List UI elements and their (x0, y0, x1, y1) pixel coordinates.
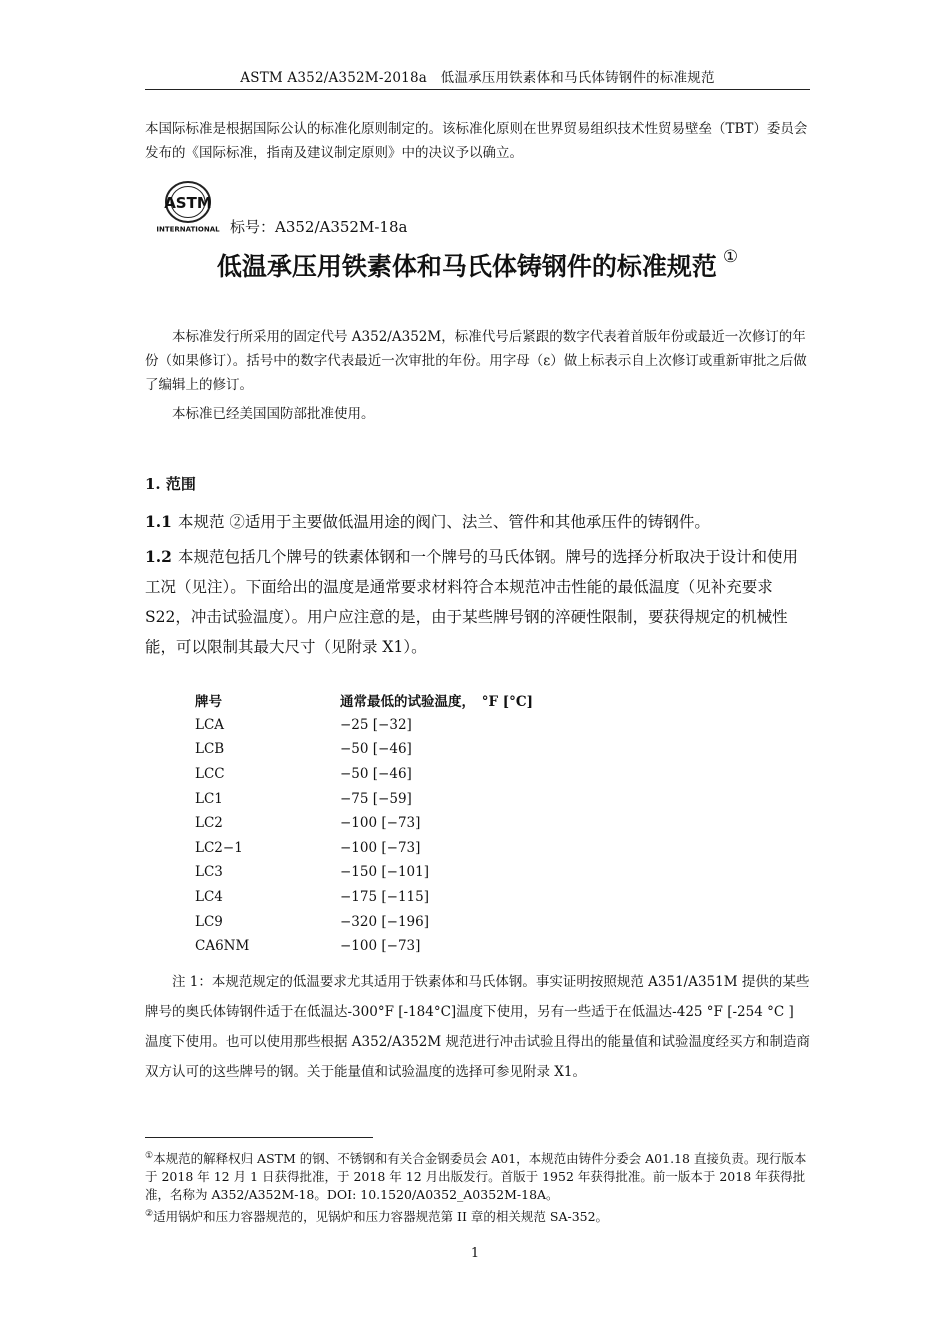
grade-cell: LCA (195, 716, 225, 733)
clause-number: 1.1 (145, 512, 172, 531)
logo-mark-text: ASTM (164, 194, 212, 212)
temperature-cell: −50 [−46] (340, 741, 412, 758)
grade-cell: LC2−1 (195, 839, 243, 856)
grade-cell: LC9 (195, 913, 223, 930)
header-divider (145, 89, 810, 90)
table-row (195, 737, 600, 762)
title-footnote-mark: ① (722, 246, 739, 267)
temperature-cell: −175 [−115] (340, 889, 429, 906)
temperature-cell: −100 [−73] (340, 938, 421, 955)
grade-cell: LC1 (195, 790, 223, 807)
grade-cell: LC4 (195, 889, 223, 906)
temperature-cell: −320 [−196] (340, 913, 429, 930)
table-row (195, 786, 600, 811)
clause-1-2 (145, 542, 810, 662)
temperature-cell: −25 [−32] (340, 716, 412, 733)
logo-sub-text: INTERNATIONAL (156, 225, 220, 234)
designation-explanation-paragraph: 本标准发行所采用的固定代号 A352/A352M，标准代号后紧跟的数字代表着首版年份或最近一次修订的年份（如果修订）。括号中的数字代表最近一次审批的年份。用字母（ε）做上标表示自上次修订或重新审批之后做了编辑上的修订。 (145, 329, 807, 393)
table-row (195, 762, 600, 787)
temperature-cell: −75 [−59] (340, 790, 412, 807)
intro-paragraph: 本国际标准是根据国际公认的标准化原则制定的。该标准化原则在世界贸易组织技术性贸易壁垒（TBT）委员会发布的《国际标准，指南及建议制定原则》中的决议予以确立。 (145, 121, 808, 161)
clause-text: 本规范 ②适用于主要做低温用途的阀门、法兰、管件和其他承压件的铸钢件。 (177, 513, 710, 531)
footnote-divider (145, 1137, 373, 1138)
temperature-cell: −50 [−46] (340, 766, 412, 783)
footnote-mark: ② (145, 1209, 154, 1219)
grade-cell: LC2 (195, 815, 223, 832)
column-header-grade: 牌号 (195, 694, 222, 711)
clause-1-1 (145, 507, 810, 537)
title-text: 低温承压用铁素体和马氏体铸钢件的标准规范 (216, 252, 717, 281)
grade-cell: LC3 (195, 864, 223, 881)
table-row (195, 934, 600, 959)
table-row (195, 811, 600, 836)
clause-text: 本规范包括几个牌号的铁素体钢和一个牌号的马氏体钢。牌号的选择分析取决于设计和使用工况（见注）。下面给出的温度是通常要求材料符合本规范冲击性能的最低温度（见补充要求 S22，冲击试验温度）。用户应注意的是，由于某些牌号钢的淬硬性限制，要获得规定的机械性能，可以限制其最大尺寸（见附录 X1）。 (145, 548, 798, 656)
table-row (195, 860, 600, 885)
table-row (195, 909, 600, 934)
astm-logo (156, 178, 220, 234)
table-header-row (195, 688, 600, 713)
footnote-1 (145, 1147, 810, 1204)
grade-temperature-table (195, 688, 600, 959)
table-row (195, 713, 600, 738)
footnote-2 (145, 1205, 810, 1226)
grade-cell: CA6NM (195, 938, 250, 955)
footnote-mark: ① (145, 1151, 154, 1161)
temperature-cell: −150 [−101] (340, 864, 429, 881)
designation-number: 标号：A352/A352M-18a (230, 218, 408, 236)
temperature-cell: −100 [−73] (340, 839, 421, 856)
note-1: 注 1：本规范规定的低温要求尤其适用于铁素体和马氏体钢。事实证明按照规范 A351/A351M 提供的某些牌号的奥氏体铸钢件适于在低温达-300°F [-184°C]温度下使用，另有一些适于在低温达-425 °F [-254 °C ] 温度下使用。也可以使用那些根据 A352/A352M 规范进行冲击试验且得出的能量值和试验温度经买方和制造商双方认可的这些牌号的钢。关于能量值和试验温度的选择可参见附录 X1。 (145, 974, 810, 1080)
grade-cell: LCB (195, 741, 225, 758)
temperature-cell: −100 [−73] (340, 815, 421, 832)
table-row (195, 885, 600, 910)
document-title (145, 247, 810, 283)
running-header: ASTM A352/A352M-2018a 低温承压用铁素体和马氏体铸钢件的标准规范 (240, 70, 715, 86)
dod-approval-paragraph: 本标准已经美国国防部批准使用。 (172, 406, 375, 422)
clause-number: 1.2 (145, 547, 172, 566)
grade-cell: LCC (195, 766, 225, 783)
footnote-text: 适用锅炉和压力容器规范的，见锅炉和压力容器规范第 II 章的相关规范 SA-352。 (153, 1209, 609, 1225)
table-row (195, 836, 600, 861)
column-header-temperature: 通常最低的试验温度， °F [°C] (340, 694, 534, 711)
page-number: 1 (470, 1246, 480, 1261)
footnote-text: 本规范的解释权归 ASTM 的钢、不锈钢和有关合金钢委员会 A01，本规范由铸件分委会 A01.18 直接负责。现行版本于 2018 年 12 月 1 日获得批准，于 2018 年 12 月出版发行。首版于 1952 年获得批准。前一版本于 2018 年获得批准，名称为 A352/A352M-18。DOI: 10.1520/A0352_A0352M-18A。 (145, 1151, 807, 1203)
section-heading-scope: 1. 范围 (145, 475, 196, 493)
